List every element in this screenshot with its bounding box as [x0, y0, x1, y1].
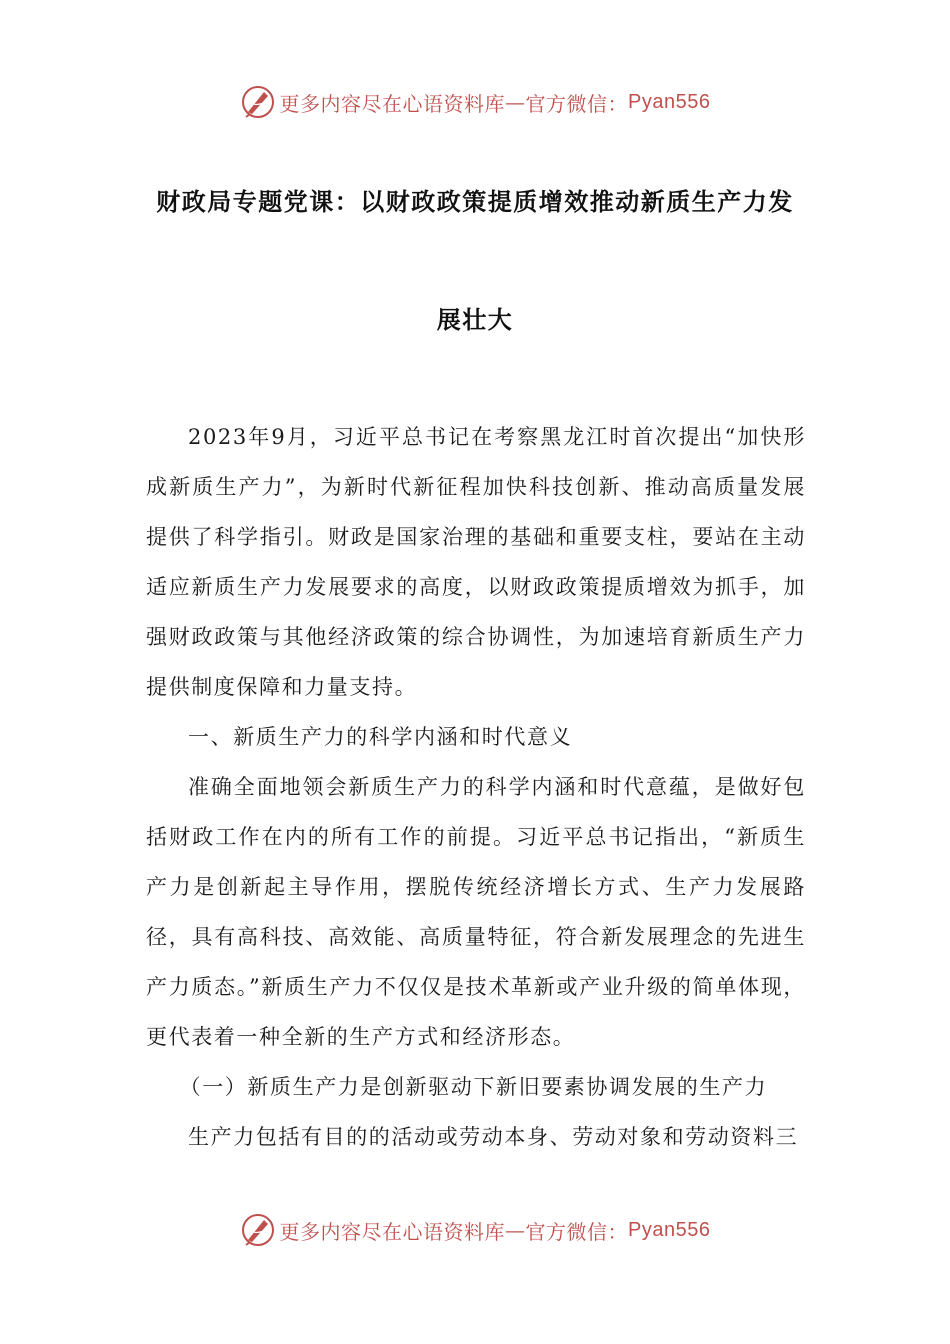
document-title-line-2: 展壮大	[436, 306, 514, 334]
banner-wechat-label: 官方微信：	[525, 91, 629, 116]
banner-dash: —	[505, 90, 526, 114]
paragraph-intro: 2023年9月，习近平总书记在考察黑龙江时首次提出“加快形成新质生产力”，为新时代新征程加快科技创新、推动高质量发展提供了科学指引。财政是国家治理的基础和重要支柱，要站在主动适应新质生产力发展要求的高度，以财政政策提质增效为抓手，加强财政政策与其他经济政策的综合协调性，为加速培育新质生产力提供制度保障和力量支持。	[146, 425, 806, 699]
banner-wechat-id: Pyan556	[628, 90, 711, 113]
banner-dash: —	[505, 1218, 526, 1242]
quill-pen-logo-icon	[240, 84, 276, 120]
banner-prefix-text: 更多内容尽在心语资料库	[279, 91, 506, 116]
paragraph-section-1: 准确全面地领会新质生产力的科学内涵和时代意蕴，是做好包括财政工作在内的所有工作的前提。习近平总书记指出，“新质生产力是创新起主导作用，摆脱传统经济增长方式、生产力发展路径，具有高科技、高效能、高质量特征，符合新发展理念的先进生产力质态。”新质生产力不仅仅是技术革新或产业升级的简单体现，更代表着一种全新的生产方式和经济形态。	[146, 775, 806, 1049]
banner-wechat-id: Pyan556	[628, 1218, 711, 1241]
quill-pen-logo-icon	[240, 1212, 276, 1248]
document-title-line-1: 财政局专题党课：以财政政策提质增效推动新质生产力发	[156, 188, 794, 216]
banner-wechat-label: 官方微信：	[525, 1219, 629, 1244]
subsection-heading-1: （一）新质生产力是创新驱动下新旧要素协调发展的生产力	[179, 1075, 768, 1099]
section-heading-1: 一、新质生产力的科学内涵和时代意义	[188, 725, 573, 749]
paragraph-subsection-1: 生产力包括有目的的活动或劳动本身、劳动对象和劳动资料三	[188, 1125, 799, 1149]
document-body	[146, 412, 806, 1162]
banner-prefix-text: 更多内容尽在心语资料库	[279, 1219, 506, 1244]
footer-watermark-banner	[0, 1210, 950, 1250]
header-watermark-banner	[0, 82, 950, 122]
